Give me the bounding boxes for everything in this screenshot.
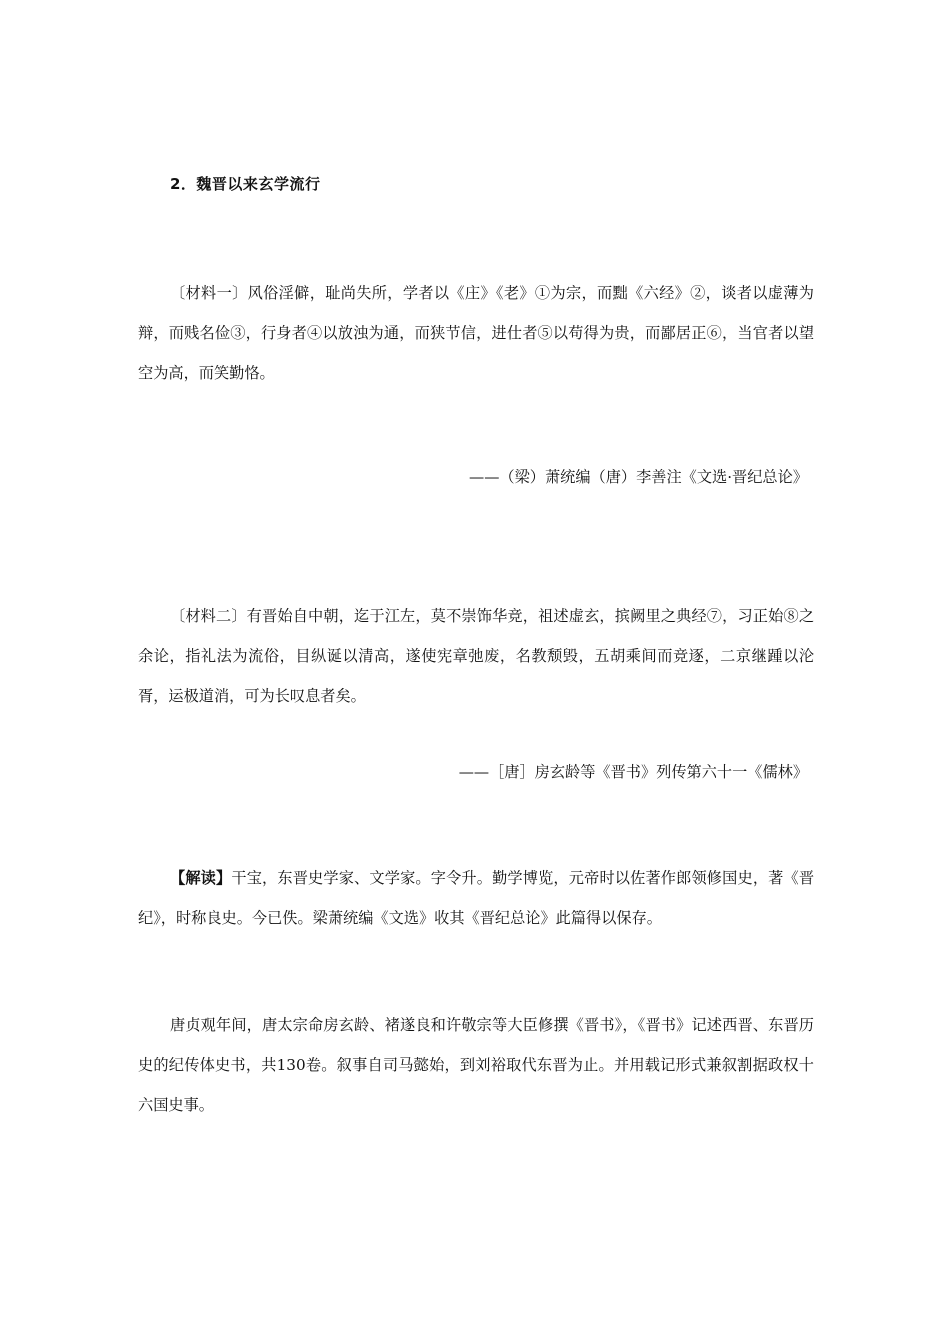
material-two-source: ——［唐］房玄龄等《晋书》列传第六十一《儒林》: [458, 763, 808, 781]
jinshu-paragraph: 唐贞观年间，唐太宗命房玄龄、褚遂良和许敬宗等大臣修撰《晋书》，《晋书》记述西晋、东晋历史的纪传体史书，共130卷。叙事自司马懿始，到刘裕取代东晋为止。并用载记形式兼叙割据政权十六国史事。: [138, 1016, 814, 1114]
interpretation-label: 【解读】: [170, 869, 232, 887]
section-heading: 2．魏晋以来玄学流行: [170, 175, 321, 193]
material-one-source: ——（梁）萧统编（唐）李善注《文选·晋纪总论》: [469, 468, 808, 486]
material-two-paragraph: 〔材料二〕有晋始自中朝，迄于江左，莫不崇饰华竞，祖述虚玄，摈阙里之典经⑦，习正始⑧之余论，指礼法为流俗，目纵诞以清高，遂使宪章弛废，名教颓毁，五胡乘间而竞逐，二京继踵以沦胥，运极道消，可为长叹息者矣。: [138, 607, 814, 705]
material-one-paragraph: 〔材料一〕风俗淫僻，耻尚失所，学者以《庄》《老》①为宗，而黜《六经》②，谈者以虚薄为辩，而贱名俭③，行身者④以放浊为通，而狭节信，进仕者⑤以苟得为贵，而鄙居正⑥，当官者以望空为高，而笑勤恪。: [138, 284, 814, 382]
interpretation-paragraph: [138, 858, 814, 938]
interpretation-text: 干宝，东晋史学家、文学家。字令升。勤学博览，元帝时以佐著作郎领修国史，著《晋纪》，时称良史。今已佚。梁萧统编《文选》收其《晋纪总论》此篇得以保存。: [138, 869, 815, 927]
